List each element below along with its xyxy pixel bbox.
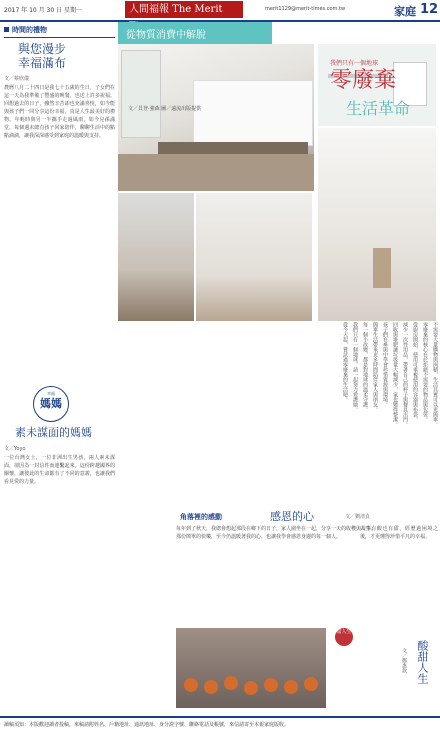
lower-article-title: 感恩的心 — [270, 510, 314, 523]
mom-article-body: 一位台灣女士，一位非洲出生男孩，兩人素未謀面，卻因為一封信件而連繫起來。這份跨越國界的關懷，讓彼此的生命都有了不同的意義，也讓我們看見愛的力量。 — [4, 455, 115, 485]
feature-slogan-sub: 生活革命 — [346, 99, 411, 118]
left-article-body: 農曆八月二十四日是我七十五歲的生日，子女們在這一天為我準備了豐盛的晚餐，也送上許多祝福。回想過去的日子，雖然辛苦卻也充滿喜悅，如今能與孩子們一同分享這份幸福，真是人生最美好的禮物。年輕時與另一半攜手走過風雨，如今兒孫滿堂，每個週末總有孩子回家陪伴，聊聊生活中的點點滴滴，讓我深深感受到家庭的溫暖與支持。 — [4, 85, 115, 139]
left-column — [4, 24, 115, 709]
mom-circle-top: 幸福 — [47, 391, 55, 396]
mom-byline: 文／Yoyo — [4, 446, 26, 452]
window-shape — [121, 50, 161, 138]
left-section-tag: 時間的禮物 — [4, 24, 115, 38]
feature-column: 從今天起，嘗試過零廢棄的生活吧。 — [342, 322, 348, 402]
feature-slogan-small: 我們只有一個地球 — [330, 60, 379, 67]
page-header — [0, 0, 440, 22]
feature-column: 從廚房開始，使用可重複使用的容器與布袋。 — [412, 322, 418, 422]
left-title-line2: 幸福滿布 — [18, 56, 67, 70]
left-title-line1: 與您漫步 — [18, 42, 67, 56]
mom-article-title: 素未謀面的媽媽 — [15, 426, 92, 439]
left-article-title — [18, 42, 115, 70]
section-name: 家庭 — [394, 5, 416, 18]
candy-apple-shape — [244, 681, 258, 695]
sweet-badge: 甜人生 — [335, 628, 353, 646]
floor-shape — [118, 154, 314, 191]
lower-byline: 文／劉清貞 — [345, 514, 371, 520]
feature-body-columns — [118, 322, 438, 502]
dining-room-photo — [196, 193, 312, 321]
stool-shape — [373, 248, 391, 288]
left-byline: 文／蔡欣儀 — [4, 76, 30, 82]
candy-apple-shape — [284, 680, 298, 694]
feature-slogan-big: 零廢棄 — [330, 68, 397, 93]
mom-article — [4, 440, 115, 526]
feature-byline: 文／貝登·強森 圖／遠流出版提供 — [128, 106, 202, 112]
counter-shape — [158, 142, 308, 154]
feature-banner — [118, 22, 272, 44]
feature-column: 簡單生活帶來更多時間陪伴家人與朋友。 — [372, 322, 378, 412]
candy-apple-shape — [224, 676, 238, 690]
lower-section-tag: 角落裡的感動 — [180, 513, 222, 521]
feature-banner-text: 從物質消費中解脫 — [126, 30, 206, 41]
mom-circle-text: 媽媽 — [40, 397, 62, 410]
candy-apple-shape — [184, 678, 198, 692]
lower-article-body: 每年到了秋天，我總會想起那段在鄉下的日子，家人圍坐在一起，分享一天的收穫與故事。那份簡單的快樂，至今仍溫暖著我的心，也讓我學會感恩身邊的每一個人。 — [176, 526, 376, 540]
feature-column: 減少一次性用品，帶著自己的杯子與餐具出門。 — [402, 322, 408, 427]
sweet-byline: 文／鄭惠欽 — [401, 648, 407, 673]
feature-column: 每一個小改變，都是對地球的溫柔守護。 — [362, 322, 368, 412]
candy-apple-shape — [304, 677, 318, 691]
feature-column: 回收與堆肥讓垃圾量大幅減少，家也變得整潔。 — [392, 322, 398, 427]
sweet-article-body: 人生有酸也有甜，經歷過困境之後，才更懂得珍惜平凡的幸福。 — [360, 526, 438, 540]
contact-email: merit1129@merit-times.com.tw — [265, 6, 346, 12]
page-footer: 讀稿須知：本版歡迎讀者投稿，來稿請附姓名、戶籍地址、通訊地址、身分證字號、聯絡電話及帳號，來信請寄至本報家庭版收。 — [0, 716, 440, 732]
kitchen-photo — [118, 44, 314, 191]
feature-column: 我們只有一個地球，請一起努力愛護她。 — [352, 322, 358, 412]
issue-date: 2017 年 10 月 30 日 星期一 — [4, 7, 82, 14]
living-room-photo — [118, 193, 194, 321]
candy-apple-shape — [264, 678, 278, 692]
feature-column: 零廢棄的核心在於拒絕不需要的物品與包裝。 — [422, 322, 428, 422]
page-number: 12 — [420, 2, 439, 17]
cabinet-shape — [193, 80, 313, 146]
kitchen-counter-photo — [318, 128, 436, 321]
candy-apple-shape — [204, 680, 218, 694]
mom-circle-badge — [33, 386, 69, 422]
sweet-article-title: 酸甜人生 — [416, 640, 429, 684]
feature-column: 孩子們在參與中學會珍惜資源與環境。 — [382, 322, 388, 407]
candy-apples-photo — [176, 628, 326, 708]
feature-column: 不需要大量購物與囤積，生活其實可以更簡單。 — [432, 322, 438, 427]
newspaper-logo: 人間福報 The Merit — [125, 1, 243, 18]
